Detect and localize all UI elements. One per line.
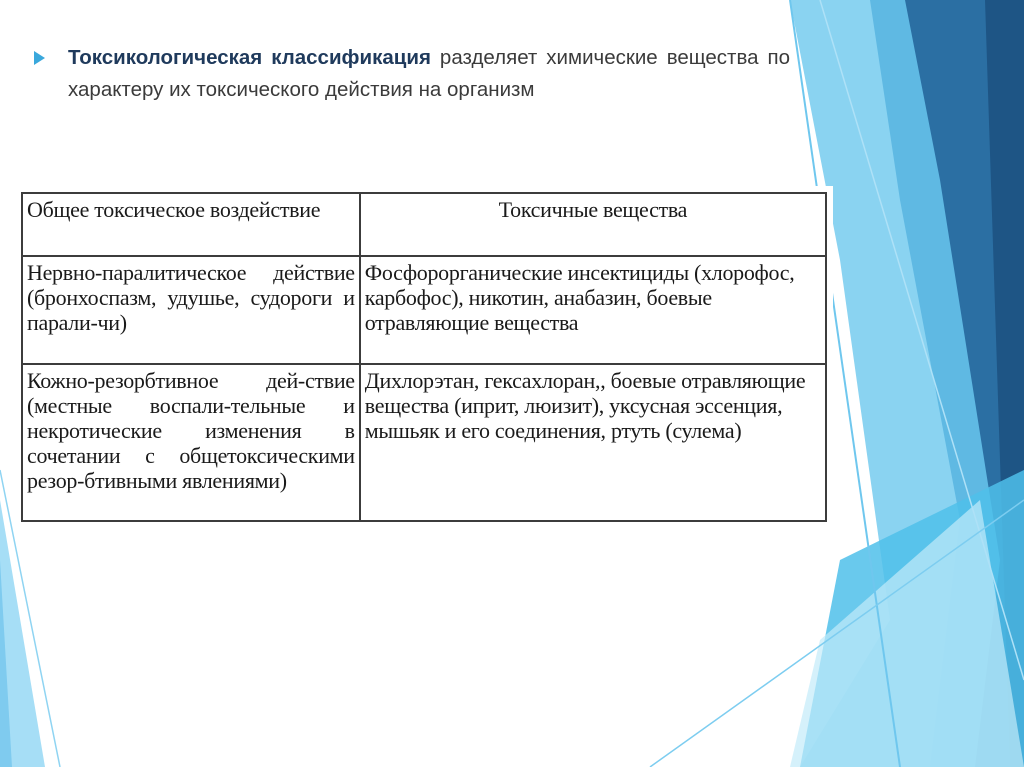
table-row [22,364,826,521]
bullet-text [68,42,790,106]
bullet-bold-term: Токсикологическая классификация [68,46,431,69]
toxicity-table [21,192,827,522]
bullet-rest-text: разделяет химические вещества по характеру их токсического действия на организм [68,46,791,101]
row-2-effect-cell: Кожно-резорбтивное дей-ствие (местные воспали-тельные и некротические изменения в сочетании с общетоксическими резор-бтивными явлениями) [22,364,360,521]
header-cell-effect: Общее токсическое воздействие [22,193,360,256]
row-1-effect-cell: Нервно-паралитическое действие (бронхоспазм, удушье, судороги и парали-чи) [22,256,360,364]
table-row [22,256,826,364]
header-cell-substances: Токсичные вещества [360,193,826,256]
table-header-row [22,193,826,256]
row-1-substances-cell: Фосфорорганические инсектициды (хлорофос, карбофос), никотин, анабазин, боевые отравляющие вещества [360,256,826,364]
row-2-substances-cell: Дихлорэтан, гексахлоран,, боевые отравляющие вещества (иприт, люизит), уксусная эссенция, мышьяк и его соединения, ртуть (сулема) [360,364,826,521]
bullet-paragraph [34,42,790,106]
triangle-bullet-icon [34,51,45,65]
table-image [15,186,833,522]
